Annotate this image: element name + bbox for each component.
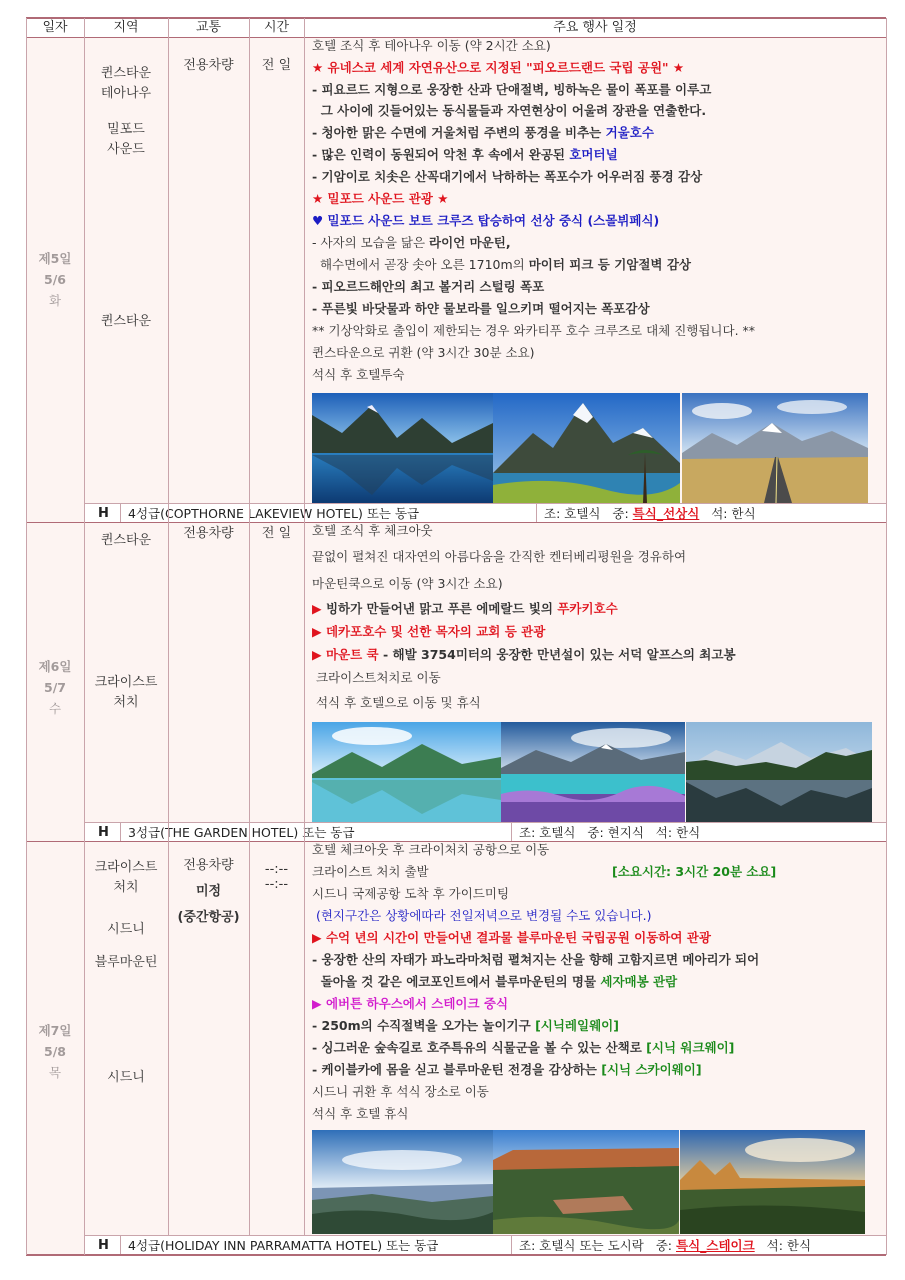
day6-transport: 전용차량 bbox=[183, 526, 234, 541]
header-schedule: 주요 행사 일정 bbox=[553, 20, 637, 35]
schedule-line: 그 사이에 깃들어있는 동식물들과 자연현상이 어울려 장관을 연출한다. bbox=[312, 103, 707, 118]
blue-mountains-valley-photo bbox=[312, 1130, 493, 1234]
schedule-line: - 푸른빛 바닷물과 하얀 물보라를 일으키며 떨어지는 폭포감상 bbox=[312, 301, 650, 316]
meals: 조: 호텔식 중: 특식_선상식 석: 한식 bbox=[544, 506, 756, 521]
day5-hotel-row bbox=[84, 503, 886, 522]
schedule-line: 시드니 귀환 후 석식 장소로 이동 bbox=[312, 1084, 489, 1099]
schedule-line: 호텔 조식 후 테아나우 이동 (약 2시간 소요) bbox=[312, 38, 551, 53]
schedule-line: ♥ 밀포드 사운드 보트 크루즈 탑승하여 선상 중식 (스몰뷔페식) bbox=[312, 213, 660, 228]
schedule-line: 해수면에서 곧장 솟아 오른 1710m의 마이터 피크 등 기암절벽 감상 bbox=[312, 257, 692, 272]
schedule-line: 끝없이 펼쳐진 대자연의 아름다움을 간직한 켄터베리평원을 경유하여 bbox=[312, 549, 687, 564]
header-transport: 교통 bbox=[195, 20, 222, 35]
day6-hotel-row bbox=[84, 822, 886, 841]
schedule-line: 호텔 체크아웃 후 크라이처치 공항으로 이동 bbox=[312, 842, 550, 857]
schedule-line: ▶ 빙하가 만들어낸 맑고 푸른 에메랄드 빛의 푸카키호수 bbox=[312, 601, 618, 616]
hotel-name: 4성급(COPTHORNE LAKEVIEW HOTEL) 또는 동급 bbox=[128, 506, 420, 521]
schedule-line: - 기암이로 치솟은 산꼭대기에서 낙하하는 폭포수가 어우러짐 풍경 감상 bbox=[312, 169, 703, 184]
header-region: 지역 bbox=[113, 20, 139, 35]
schedule-line: 퀸스타운으로 귀환 (약 3시간 30분 소요) bbox=[312, 345, 535, 360]
lake-matheson-photo bbox=[686, 722, 872, 822]
schedule-line: - 피오르드해안의 최고 볼거리 스털링 폭포 bbox=[312, 279, 545, 294]
schedule-line: ▶ 수억 년의 시간이 만들어낸 결과물 블루마운틴 국립공원 이동하여 관광 bbox=[312, 930, 711, 945]
echo-point-photo bbox=[493, 1130, 679, 1234]
schedule-line: - 250m의 수직절벽을 오가는 놀이기구 [시닉레일웨이] bbox=[312, 1018, 619, 1033]
schedule-line: - 청아한 맑은 수면에 거울처럼 주변의 풍경을 비추는 거울호수 bbox=[312, 125, 654, 140]
hotel-name: 4성급(HOLIDAY INN PARRAMATTA HOTEL) 또는 동급 bbox=[128, 1238, 439, 1253]
lake-tekapo-photo bbox=[501, 722, 685, 822]
day5-region-end: 퀸스타운 bbox=[100, 314, 152, 329]
day6-region: 퀸스타운 bbox=[100, 533, 152, 548]
mount-cook-road-photo bbox=[682, 393, 868, 503]
schedule-line: 크라이스트처치로 이동 bbox=[312, 670, 441, 685]
day7-region-end: 시드니 bbox=[107, 1070, 145, 1085]
day6-label: 제6일 5/7 수 bbox=[38, 659, 72, 716]
schedule-line: - 케이블카에 몸을 싣고 블루마운틴 전경을 감상하는 [시닉 스카이웨이] bbox=[312, 1062, 702, 1077]
schedule-line: 시드니 국제공항 도착 후 가이드미팅 bbox=[312, 886, 510, 901]
schedule-line: 호텔 조식 후 체크아웃 bbox=[312, 523, 433, 538]
schedule-line: ★ 유네스코 세계 자연유산으로 지정된 "피오르드랜드 국립 공원" ★ bbox=[312, 60, 685, 75]
day5-region: 퀸스타운 테아나우 밀포드 사운드 bbox=[100, 66, 152, 157]
schedule-line: - 웅장한 산의 자태가 파노라마처럼 펼쳐지는 산을 향해 고함지르면 메아리가 되어 bbox=[312, 952, 760, 967]
day7-hotel-row bbox=[84, 1235, 886, 1254]
schedule-line: ▶ 마운트 쿡 - 해발 3754미터의 웅장한 만년설이 있는 서덕 알프스의 최고봉 bbox=[312, 647, 736, 662]
schedule-line: 크라이스트 처치 출발 bbox=[312, 864, 429, 879]
schedule-line: 돌아올 것 같은 에코포인트에서 블루마운틴의 명물 세자매봉 관람 bbox=[312, 974, 678, 989]
day6-time: 전 일 bbox=[261, 526, 292, 541]
milford-sound-photo bbox=[312, 393, 493, 503]
header-time: 시간 bbox=[263, 20, 290, 35]
day7-region: 크라이스트 처치 bbox=[94, 860, 158, 895]
schedule-line: - 피요르드 지형으로 웅장한 산과 단애절벽, 빙하녹은 물이 폭포를 이루고 bbox=[312, 82, 712, 97]
flight-duration: [소요시간: 3시간 20분 소요] bbox=[612, 864, 777, 879]
three-sisters-photo bbox=[680, 1130, 865, 1234]
schedule-line: - 사자의 모습을 닮은 라이언 마운틴, bbox=[312, 235, 511, 250]
schedule-line: 석식 후 호텔 휴식 bbox=[312, 1106, 409, 1121]
schedule-line: 마운틴쿡으로 이동 (약 3시간 소요) bbox=[312, 576, 503, 591]
meals: 조: 호텔식 또는 도시락 중: 특식_스테이크 석: 한식 bbox=[519, 1238, 812, 1253]
day7-time: --:-- --:-- bbox=[264, 862, 289, 892]
hotel-mark: H bbox=[98, 506, 109, 521]
hotel-mark: H bbox=[98, 1238, 109, 1253]
day7-transport: 전용차량 미정 (중간항공) bbox=[177, 858, 240, 925]
schedule-line: (현지구간은 상황에따라 전일저녁으로 변경될 수도 있습니다.) bbox=[312, 908, 652, 923]
schedule-line: ▶ 에버튼 하우스에서 스테이크 중식 bbox=[312, 996, 509, 1011]
day7-region-sydney: 시드니 bbox=[107, 922, 145, 937]
day7-region-bluemountain: 블루마운틴 bbox=[94, 955, 158, 970]
schedule-line: 석식 후 호텔투숙 bbox=[312, 367, 405, 382]
day5-time: 전 일 bbox=[261, 58, 292, 73]
schedule-line: - 싱그러운 숲속길로 호주특유의 식물군을 볼 수 있는 산책로 [시닉 워크웨이] bbox=[312, 1040, 735, 1055]
lake-pukaki-photo bbox=[312, 722, 501, 822]
schedule-line: 석식 후 호텔으로 이동 및 휴식 bbox=[312, 695, 481, 710]
day5-transport: 전용차량 bbox=[183, 58, 234, 73]
schedule-line: ★ 밀포드 사운드 관광 ★ bbox=[312, 191, 449, 206]
schedule-line: ▶ 데카포호수 및 선한 목자의 교회 등 관광 bbox=[312, 624, 546, 639]
hotel-name: 3성급(THE GARDEN HOTEL) 또는 동급 bbox=[128, 825, 355, 840]
day7-label: 제7일 5/8 목 bbox=[38, 1023, 72, 1080]
day6-region-end: 크라이스트 처치 bbox=[94, 675, 158, 710]
mitre-peak-photo bbox=[493, 393, 680, 503]
schedule-line: ** 기상악화로 출입이 제한되는 경우 와카티푸 호수 크루즈로 대체 진행됩니다. ** bbox=[312, 323, 756, 338]
meals: 조: 호텔식 중: 현지식 석: 한식 bbox=[519, 825, 701, 840]
header-date: 일자 bbox=[42, 20, 68, 35]
hotel-mark: H bbox=[98, 825, 109, 840]
day5-label: 제5일 5/6 화 bbox=[38, 251, 72, 308]
schedule-line: - 많은 인력이 동원되어 악천 후 속에서 완공된 호머터널 bbox=[312, 147, 618, 162]
